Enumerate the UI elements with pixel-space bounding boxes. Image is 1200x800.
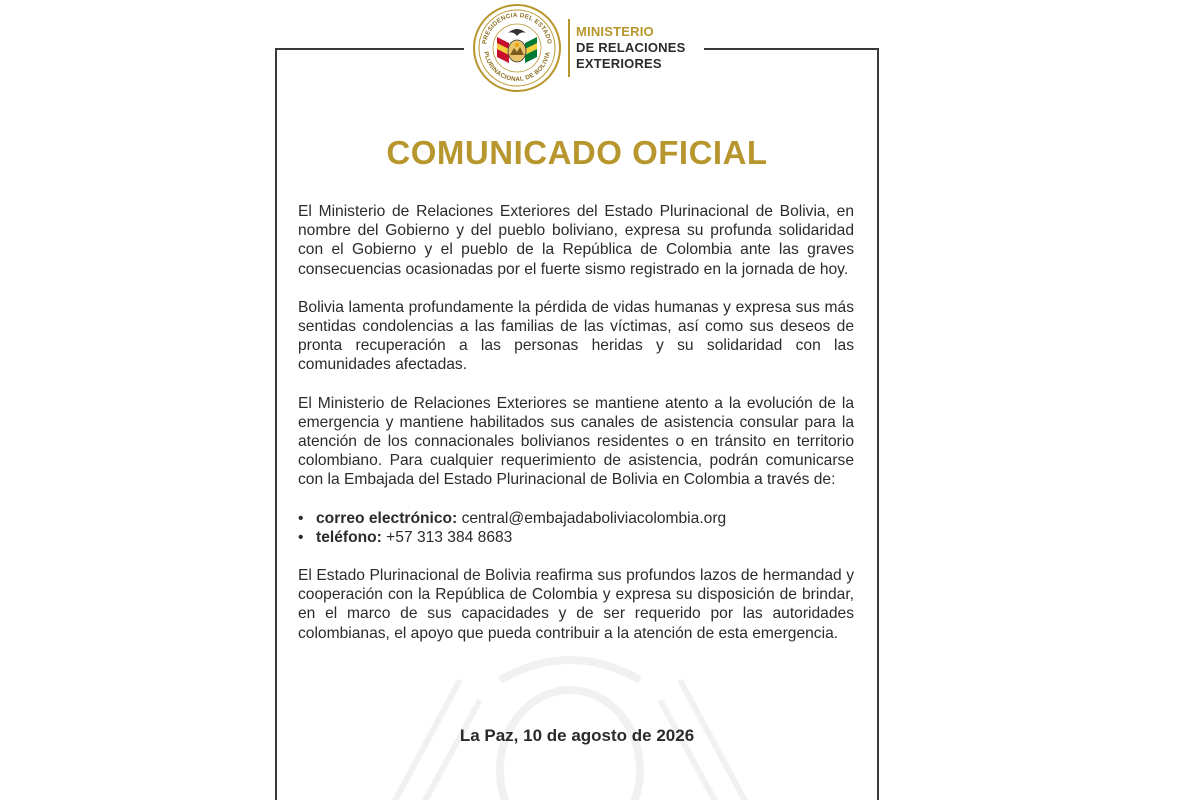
ministry-line-3: EXTERIORES: [576, 56, 662, 71]
contact-phone-label: teléfono:: [316, 528, 382, 546]
header-divider: [568, 19, 570, 77]
contact-email-value: central@embajadaboliviacolombia.org: [457, 509, 727, 527]
contact-email-label: correo electrónico:: [316, 509, 458, 527]
contact-phone: [298, 528, 854, 547]
coat-of-arms-watermark: [350, 640, 790, 800]
seal-top-text: PRESIDENCIA DEL ESTADO: [481, 11, 553, 45]
paragraph-2: Bolivia lamenta profundamente la pérdida de vidas humanas y expresa sus más sentidas condolencias a las familias de las víctimas, así como sus deseos de pronta recuperación a las personas heridas y su solidaridad con las comunidades afectadas.: [298, 298, 854, 374]
letterhead: [464, 0, 704, 96]
paragraph-4: El Estado Plurinacional de Bolivia reafirma sus profundos lazos de hermandad y cooperación con la República de Colombia y expresa su disposición de brindar, en el marco de sus capacidades y de ser requerido por las autoridades colombianas, el apoyo que pueda contribuir a la atención de esta emergencia.: [298, 567, 854, 642]
paragraph-3: El Ministerio de Relaciones Exteriores se mantiene atento a la evolución de la emergencia y mantiene habilitados sus canales de asistencia consular para la atención de los connacionales bolivianos residentes o en tránsito en territorio colombiano. Para cualquier requerimiento de asistencia, podrán comunicarse con la Embajada del Estado Plurinacional de Bolivia en Colombia a través de:: [298, 394, 854, 489]
document-title: COMUNICADO OFICIAL: [386, 134, 768, 171]
seal-bottom-text: PLURINACIONAL DE BOLIVIA: [482, 50, 552, 84]
ministry-name: [576, 24, 686, 72]
contact-phone-value: +57 313 384 8683: [381, 528, 513, 546]
place-and-date: La Paz, 10 de agosto de 2026: [459, 726, 695, 745]
presidential-seal-icon: [472, 3, 562, 93]
contact-list: [298, 509, 854, 547]
ministry-line-1: MINISTERIO: [576, 24, 654, 39]
ministry-line-2: DE RELACIONES: [576, 40, 686, 55]
paragraph-1: El Ministerio de Relaciones Exteriores del Estado Plurinacional de Bolivia, en nombre del Gobierno y del pueblo boliviano, expresa su profunda solidaridad con el Gobierno y el pueblo de la República de Colombia ante las graves consecuencias ocasionadas por el fuerte sismo registrado en la jornada de hoy.: [298, 203, 854, 278]
document-body: [298, 202, 854, 662]
contact-email: [298, 509, 854, 528]
